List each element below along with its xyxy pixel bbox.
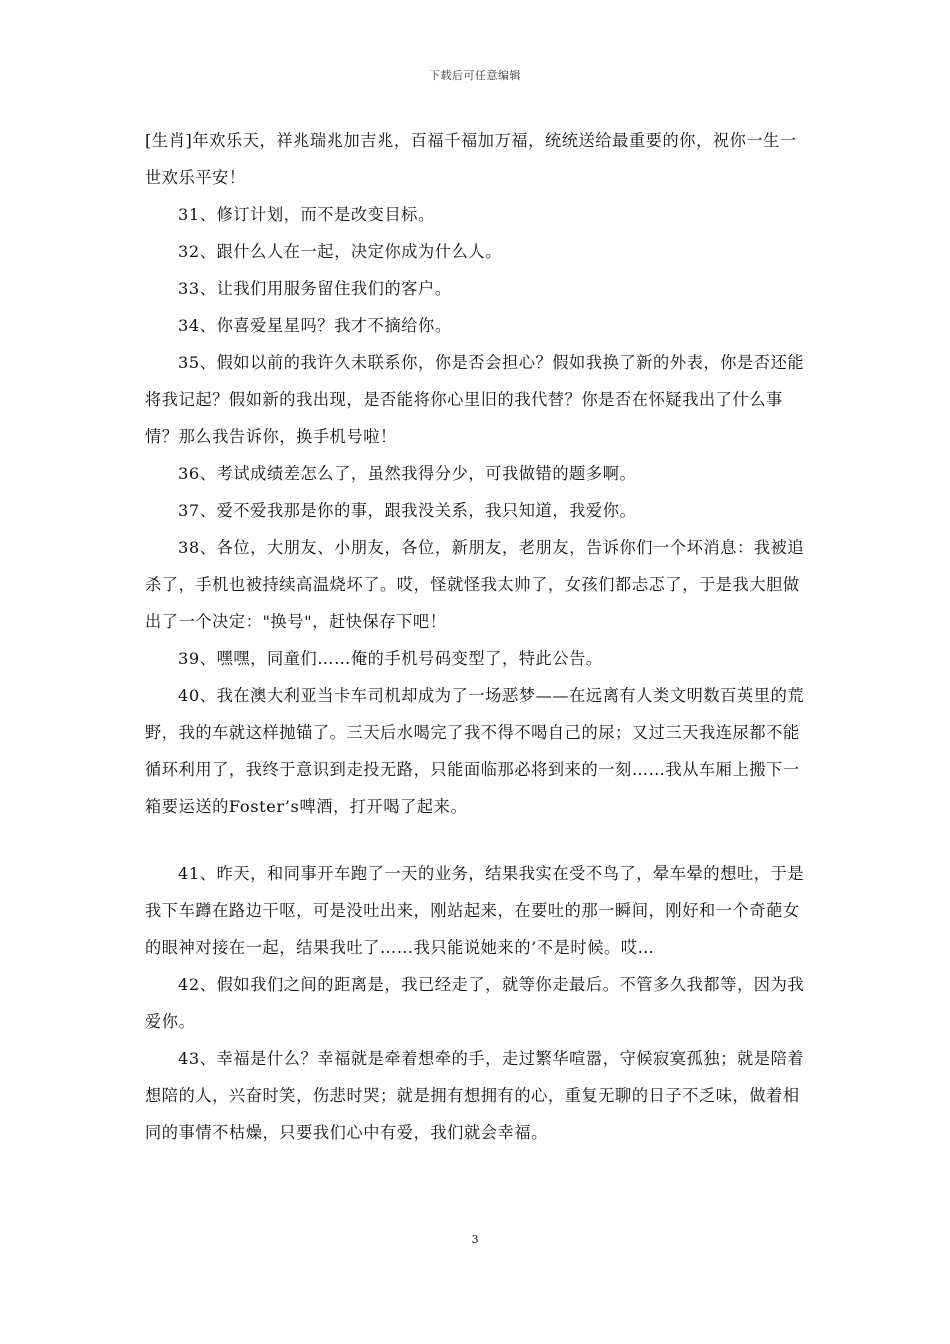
paragraph-38: 38、各位，大朋友、小朋友，各位，新朋友，老朋友，告诉你们一个坏消息：我被追杀了，手机也被持续高温烧坏了。哎，怪就怪我太帅了，女孩们都忐忑了，于是我大胆做出了一个决定："换号"，赶快保存下吧！ — [145, 538, 805, 631]
paragraph-41: 41、昨天，和同事开车跑了一天的业务，结果我实在受不鸟了，晕车晕的想吐，于是我下车蹲在路边干呕，可是没吐出来，刚站起来，在要吐的那一瞬间，刚好和一个奇葩女的眼神对接在一起，结果我吐了……我只能说她来的’不是时候。哎… — [145, 864, 805, 957]
paragraph-36: 36、考试成绩差怎么了，虽然我得分少，可我做错的题多啊。 — [178, 464, 637, 483]
paragraph-31: 31、修订计划，而不是改变目标。 — [178, 205, 435, 224]
paragraph-zodiac-blessing: [生肖]年欢乐天，祥兆瑞兆加吉兆，百福千福加万福，统统送给最重要的你，祝你一生一世欢乐平安！ — [145, 131, 797, 187]
paragraph-42: 42、假如我们之间的距离是，我已经走了，就等你走最后。不管多久我都等，因为我爱你。 — [145, 975, 805, 1031]
paragraph-43: 43、幸福是什么？幸福就是牵着想牵的手，走过繁华喧嚣，守候寂寞孤独；就是陪着想陪的人，兴奋时笑，伤悲时哭；就是拥有想拥有的心，重复无聊的日子不乏味，做着相同的事情不枯燥，只要我们心中有爱，我们就会幸福。 — [145, 1049, 805, 1142]
paragraph-37: 37、爱不爱我那是你的事，跟我没关系，我只知道，我爱你。 — [178, 501, 637, 520]
blank-line — [145, 825, 810, 855]
page-number: 3 — [471, 1233, 479, 1246]
paragraph-32: 32、跟什么人在一起，决定你成为什么人。 — [178, 242, 502, 261]
paragraph-40: 40、我在澳大利亚当卡车司机却成为了一场恶梦——在远离有人类文明数百英里的荒野，我的车就这样抛锚了。三天后水喝完了我不得不喝自己的尿；又过三天我连尿都不能循环利用了，我终于意识到走投无路，只能面临那必将到来的一刻……我从车厢上搬下一箱要运送的Foster’s啤酒，打开喝了起来。 — [145, 686, 805, 816]
paragraph-34: 34、你喜爱星星吗？我才不摘给你。 — [178, 316, 452, 335]
paragraph-33: 33、让我们用服务留住我们的客户。 — [178, 279, 452, 298]
page-header: 下载后可任意编辑 — [429, 69, 521, 82]
document-body — [145, 122, 810, 1151]
paragraph-39: 39、嘿嘿，同童们……俺的手机号码变型了，特此公告。 — [178, 649, 603, 668]
paragraph-35: 35、假如以前的我许久未联系你，你是否会担心？假如我换了新的外表，你是否还能将我记起？假如新的我出现，是否能将你心里旧的我代替？你是否在怀疑我出了什么事情？那么我告诉你，换手机号啦！ — [145, 353, 805, 446]
